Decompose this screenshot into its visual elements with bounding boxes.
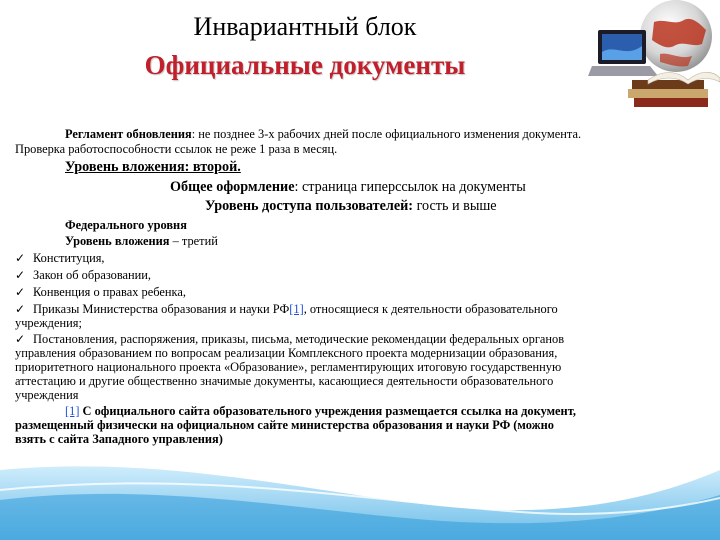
list-item-text-cont: , относящиеся к деятельности образовательного	[303, 302, 558, 316]
design-text: : страница гиперссылок на документы	[294, 179, 526, 195]
globe-laptop-books-icon	[588, 0, 720, 114]
list-item-text: Конвенция о правах ребенка,	[33, 285, 186, 299]
list-item-cont: приоритетного национального проекта «Образование», регламентирующих итоговую государственную	[15, 360, 562, 374]
page-title: Инвариантный блок	[193, 12, 417, 41]
list-item-cont: учреждения	[15, 388, 79, 402]
federal-level	[65, 234, 218, 248]
nesting-level-label: Уровень вложения: второй.	[65, 159, 241, 175]
access-text: гость и выше	[413, 198, 497, 214]
list-item-text: Постановления, распоряжения, приказы, письма, методические рекомендации федеральных органов	[33, 332, 565, 346]
list-item	[15, 302, 558, 316]
checkmark-icon: ✓	[15, 332, 26, 346]
federal-level-label: Уровень вложения	[65, 234, 170, 248]
footnote-ref-link[interactable]: [1]	[289, 302, 304, 316]
list-item	[15, 251, 105, 265]
footnote-cont	[15, 418, 554, 432]
footnote	[65, 404, 576, 418]
list-item	[15, 332, 564, 346]
footnote-ref-link[interactable]: [1]	[65, 404, 80, 418]
reglament-text: : не позднее 3-х рабочих дней после официального изменения документа.	[191, 127, 582, 141]
page-subtitle: Официальные документы	[144, 50, 466, 80]
list-item-text: Конституция,	[33, 251, 105, 265]
federal-heading	[65, 218, 187, 232]
design-label: Общее оформление	[170, 179, 295, 195]
checkmark-icon: ✓	[15, 285, 26, 299]
list-item-cont: управления образованием по вопросам реализации Комплексного проекта модернизации образования,	[15, 346, 558, 360]
list-item	[15, 285, 186, 299]
footnote-text: С официального сайта образовательного учреждения размещается ссылка на документ,	[79, 404, 576, 418]
list-item	[15, 268, 151, 282]
reglament-label: Регламент обновления	[65, 127, 192, 141]
list-item-text: Приказы Министерства образования и науки РФ	[33, 302, 290, 316]
federal-heading-text: Федерального уровня	[65, 218, 187, 232]
list-item-text: Закон об образовании,	[33, 268, 152, 282]
checkmark-icon: ✓	[15, 302, 26, 316]
access-line	[205, 198, 497, 215]
reglament-line	[65, 127, 581, 141]
access-label: Уровень доступа пользователей:	[205, 198, 414, 214]
federal-level-text: – третий	[169, 234, 218, 248]
checkmark-icon: ✓	[15, 251, 26, 265]
list-item-cont: аттестацию и другие общественно значимые документы, касающиеся деятельности образовательного	[15, 374, 554, 388]
list-item-cont: учреждения;	[15, 316, 82, 330]
link-check-text: Проверка работоспособности ссылок не реже 1 раза в месяц.	[15, 142, 338, 156]
design-line	[170, 179, 526, 196]
checkmark-icon: ✓	[15, 268, 26, 282]
footnote-text: размещенный физически на официальном сайте министерства образования и науки РФ (можно	[15, 418, 554, 432]
footnote-text: взять с сайта Западного управления)	[15, 432, 223, 446]
footnote-cont	[15, 432, 223, 446]
nesting-level	[65, 159, 241, 176]
